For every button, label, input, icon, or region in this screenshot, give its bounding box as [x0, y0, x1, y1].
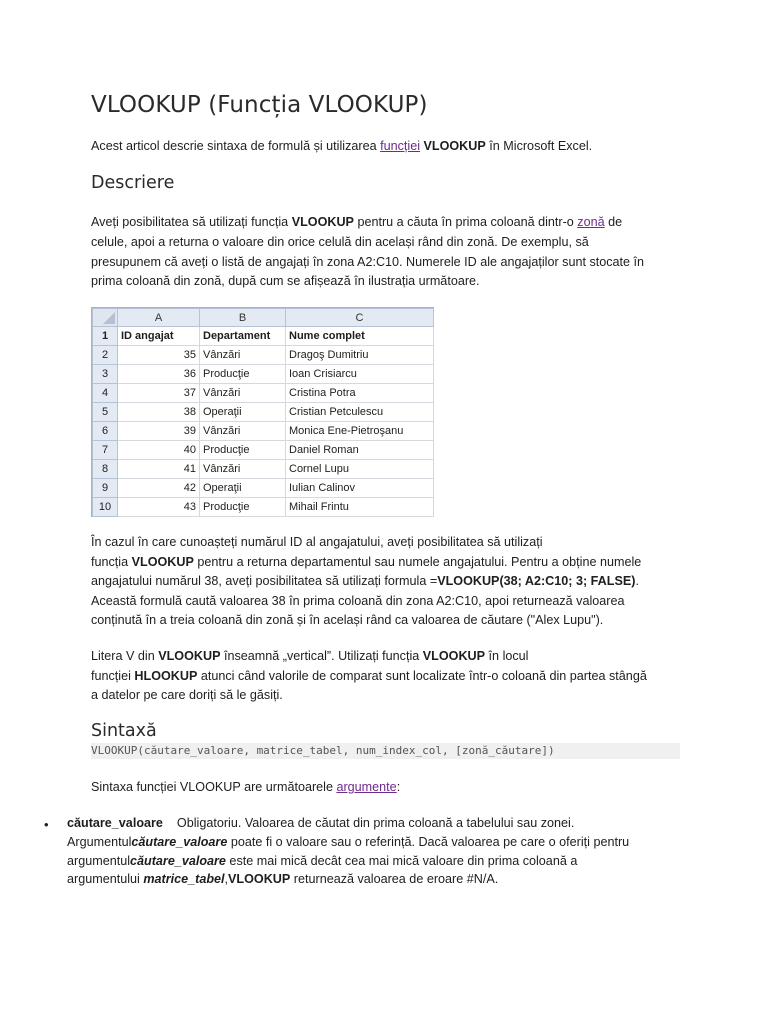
cell: Dragoş Dumitriu: [286, 346, 434, 365]
argument-line: argumentului matrice_tabel,VLOOKUP returnează valoarea de eroare #N/A.: [67, 872, 499, 886]
cell: Monica Ene-Pietroşanu: [286, 422, 434, 441]
descriere-line: celule, apoi a returna o valoare din orice celulă din același rând din zonă. De exemplu, să: [91, 235, 589, 249]
row-number: 2: [93, 346, 118, 365]
table-row: [93, 441, 434, 460]
column-header: A: [118, 309, 200, 327]
vertical-line: funcției HLOOKUP atunci când valorile de comparat sunt localizate într-o coloană din partea stângă: [91, 669, 647, 683]
intro-paragraph: [91, 137, 691, 157]
corner-triangle-icon: [103, 312, 115, 324]
row-number: 9: [93, 479, 118, 498]
table-row: [93, 365, 434, 384]
argument-line: Argumentulcăutare_valoare poate fi o valoare sau o referință. Dacă valoarea pe care o oferiți pentru: [67, 835, 630, 849]
table-row: [93, 346, 434, 365]
cell: 37: [118, 384, 200, 403]
cell: Iulian Calinov: [286, 479, 434, 498]
cell: Producţie: [200, 441, 286, 460]
table-row: [93, 384, 434, 403]
row-number: 6: [93, 422, 118, 441]
cell: Cristina Potra: [286, 384, 434, 403]
formula-example: VLOOKUP(38; A2:C10; 3; FALSE): [437, 574, 636, 588]
cell: Daniel Roman: [286, 441, 434, 460]
row-number: 8: [93, 460, 118, 479]
arguments-link[interactable]: argumente: [336, 780, 397, 794]
cell: Vânzări: [200, 346, 286, 365]
zone-link[interactable]: zonă: [577, 215, 605, 229]
spreadsheet-illustration: [91, 307, 434, 517]
row-number: 5: [93, 403, 118, 422]
table-row: [93, 327, 434, 346]
cell: Vânzări: [200, 460, 286, 479]
cell: Departament: [200, 327, 286, 346]
cell: Vânzări: [200, 384, 286, 403]
cell: Mihail Frintu: [286, 498, 434, 517]
descriere-line: presupunem că aveți o listă de angajați în zona A2:C10. Numerele ID ale angajaților sunt stocate în: [91, 255, 645, 269]
row-number: 7: [93, 441, 118, 460]
argument-line: argumentulcăutare_valoare este mai mică decât cea mai mică valoare din prima coloană a: [67, 854, 578, 868]
cell: Operaţii: [200, 479, 286, 498]
spreadsheet-table: [92, 308, 434, 517]
row-number: 3: [93, 365, 118, 384]
cell: Cristian Petculescu: [286, 403, 434, 422]
cell: 38: [118, 403, 200, 422]
cell: Ioan Crisiarcu: [286, 365, 434, 384]
section-heading-descriere: Descriere: [91, 173, 175, 193]
table-row: [93, 403, 434, 422]
cell: 35: [118, 346, 200, 365]
cell: Producţie: [200, 365, 286, 384]
cell: Operaţii: [200, 403, 286, 422]
cell: Producţie: [200, 498, 286, 517]
bullet-icon: •: [44, 817, 49, 832]
page-title: VLOOKUP (Funcția VLOOKUP): [91, 92, 428, 118]
vertical-line: Litera V din VLOOKUP înseamnă „vertical”. Utilizați funcția VLOOKUP în locul: [91, 649, 529, 663]
usage-line: În cazul în care cunoașteți numărul ID al angajatului, aveți posibilitatea să utilizați: [91, 535, 543, 549]
section-heading-sintaxa: Sintaxă: [91, 721, 157, 741]
table-row: [93, 460, 434, 479]
usage-line: angajatului numărul 38, aveți posibilitatea să utilizați formula =VLOOKUP(38; A2:C10; 3; FALSE).: [91, 574, 639, 588]
table-row: [93, 422, 434, 441]
cell: Nume complet: [286, 327, 434, 346]
intro-text: Acest articol descrie sintaxa de formulă și utilizarea: [91, 139, 381, 153]
cell: 36: [118, 365, 200, 384]
descriere-line: Aveți posibilitatea să utilizați funcția VLOOKUP pentru a căuta în prima coloană dintr-o zonă de: [91, 215, 623, 229]
cell: Vânzări: [200, 422, 286, 441]
row-number: 10: [93, 498, 118, 517]
intro-bold: VLOOKUP: [423, 139, 486, 153]
syntax-code-block: VLOOKUP(căutare_valoare, matrice_tabel, num_index_col, [zonă_căutare]): [91, 743, 680, 759]
arguments-intro: Sintaxa funcției VLOOKUP are următoarele argumente:: [91, 780, 401, 794]
cell: 39: [118, 422, 200, 441]
usage-line: funcția VLOOKUP pentru a returna departamentul sau numele angajatului. Pentru a obține numele: [91, 555, 642, 569]
cell: 41: [118, 460, 200, 479]
usage-line: conținută în a treia coloană din zonă și în același rând ca valoarea de căutare ("Alex Lupu").: [91, 613, 604, 627]
table-row: [93, 479, 434, 498]
cell: 40: [118, 441, 200, 460]
argument-line: căutare_valoare Obligatoriu. Valoarea de căutat din prima coloană a tabelului sau zonei.: [67, 816, 575, 830]
column-header: B: [200, 309, 286, 327]
select-all-corner: [93, 309, 118, 327]
vertical-line: a datelor pe care doriți să le găsiți.: [91, 688, 283, 702]
cell: Cornel Lupu: [286, 460, 434, 479]
argument-name: căutare_valoare: [67, 816, 163, 830]
row-number: 4: [93, 384, 118, 403]
column-header-row: [93, 309, 434, 327]
row-number: 1: [93, 327, 118, 346]
usage-line: Această formulă caută valoarea 38 în prima coloană din zona A2:C10, apoi returnează valoarea: [91, 594, 625, 608]
column-header: C: [286, 309, 434, 327]
descriere-line: prima coloană din zonă, după cum se afișează în ilustrația următoare.: [91, 274, 480, 288]
table-row: [93, 498, 434, 517]
intro-text-end: în Microsoft Excel.: [485, 139, 593, 153]
function-link[interactable]: funcției: [380, 139, 420, 153]
cell: ID angajat: [118, 327, 200, 346]
cell: 42: [118, 479, 200, 498]
cell: 43: [118, 498, 200, 517]
